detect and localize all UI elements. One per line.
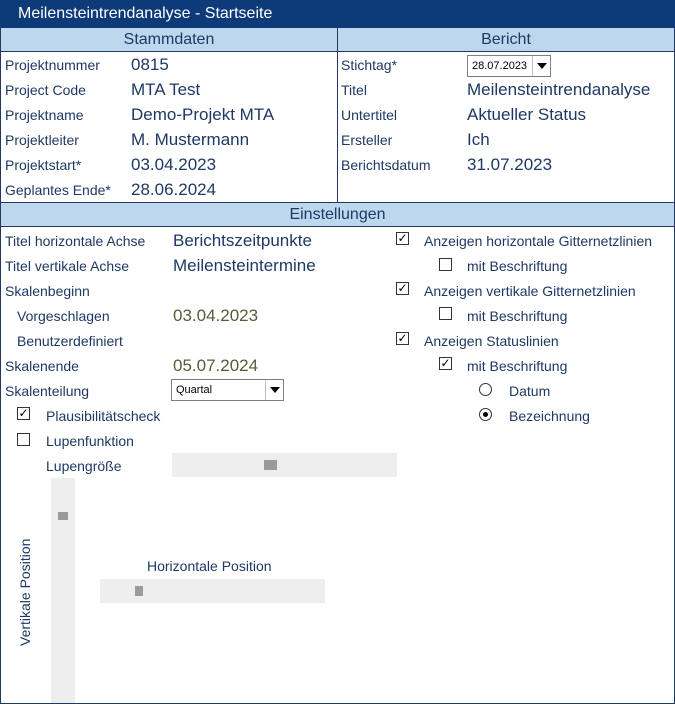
window-title: Meilensteintrendanalyse - Startseite: [0, 0, 675, 28]
projektleiter-value[interactable]: M. Mustermann: [131, 130, 250, 149]
skalenende-label: Skalenende: [5, 358, 79, 374]
horizontale-position-slider[interactable]: [100, 579, 325, 603]
stichtag-dropdown[interactable]: [467, 55, 551, 77]
v-mit-beschriftung-checkbox[interactable]: [439, 307, 452, 320]
h-mit-beschriftung-checkbox[interactable]: [439, 258, 452, 271]
untertitel-value[interactable]: Aktueller Status: [467, 105, 587, 124]
anzeigen-horizontale-label: Anzeigen horizontale Gitternetzlinien: [424, 233, 653, 249]
anzeigen-vertikale-label: Anzeigen vertikale Gitternetzlinien: [424, 283, 636, 299]
chevron-down-icon[interactable]: [532, 56, 550, 76]
anzeigen-horizontale-checkbox[interactable]: ✓: [397, 231, 408, 245]
stammdaten-header: Stammdaten: [1, 28, 337, 52]
skalenteilung-label: Skalenteilung: [5, 383, 90, 399]
projektname-label: Projektname: [5, 107, 84, 123]
status-mit-beschriftung-label: mit Beschriftung: [467, 358, 568, 374]
vertikale-position-slider[interactable]: [51, 478, 75, 703]
vorgeschlagen-label: Vorgeschlagen: [17, 308, 110, 324]
projektname-value[interactable]: Demo-Projekt MTA: [131, 105, 275, 124]
titel-horizontale-achse-value[interactable]: Berichtszeitpunkte: [173, 231, 312, 250]
projektleiter-label: Projektleiter: [5, 132, 79, 148]
stichtag-value: 28.07.2023: [472, 60, 528, 72]
bericht-header: Bericht: [338, 28, 674, 52]
titel-horizontale-achse-label: Titel horizontale Achse: [5, 233, 146, 249]
bezeichnung-label: Bezeichnung: [509, 408, 590, 424]
bezeichnung-radio[interactable]: [479, 408, 492, 421]
anzeigen-vertikale-checkbox[interactable]: ✓: [397, 281, 408, 295]
berichtsdatum-label: Berichtsdatum: [341, 157, 431, 173]
geplantes-ende-value[interactable]: 28.06.2024: [131, 180, 217, 199]
horizontale-position-label: Horizontale Position: [147, 558, 272, 574]
project-code-label: Project Code: [5, 82, 86, 98]
lupenfunktion-label: Lupenfunktion: [46, 433, 134, 449]
ersteller-label: Ersteller: [341, 132, 393, 148]
titel-value[interactable]: Meilensteintrendanalyse: [467, 80, 651, 99]
skalenteilung-value: Quartal: [176, 384, 213, 396]
vertikale-position-slider-thumb[interactable]: [58, 512, 68, 520]
anzeigen-statuslinien-label: Anzeigen Statuslinien: [424, 333, 559, 349]
geplantes-ende-label: Geplantes Ende*: [5, 182, 111, 198]
einstellungen-header: Einstellungen: [1, 203, 674, 227]
vorgeschlagen-value: 03.04.2023: [173, 306, 259, 325]
chevron-down-icon[interactable]: [265, 380, 283, 400]
skalenteilung-dropdown[interactable]: [171, 379, 284, 401]
ersteller-value[interactable]: Ich: [467, 130, 490, 149]
lupengroesse-slider[interactable]: [172, 453, 397, 477]
skalenende-value: 05.07.2024: [173, 356, 259, 375]
status-mit-beschriftung-checkbox[interactable]: ✓: [440, 356, 451, 370]
horizontale-position-slider-thumb[interactable]: [135, 586, 143, 596]
stichtag-label: Stichtag*: [341, 57, 398, 73]
h-mit-beschriftung-label: mit Beschriftung: [467, 258, 568, 274]
projektstart-value[interactable]: 03.04.2023: [131, 155, 217, 174]
lupenfunktion-checkbox[interactable]: [17, 433, 30, 446]
plausibilitaetscheck-label: Plausibilitätscheck: [46, 408, 161, 424]
section-divider: [337, 28, 338, 202]
vertikale-position-label: Vertikale Position: [17, 538, 33, 646]
lupengroesse-slider-thumb[interactable]: [264, 460, 277, 470]
project-code-value[interactable]: MTA Test: [131, 80, 201, 99]
plausibilitaetscheck-checkbox[interactable]: ✓: [18, 406, 29, 420]
untertitel-label: Untertitel: [341, 107, 398, 123]
projektnummer-label: Projektnummer: [5, 57, 100, 73]
benutzerdefiniert-label: Benutzerdefiniert: [17, 333, 123, 349]
datum-label: Datum: [509, 383, 551, 399]
projektstart-label: Projektstart*: [5, 157, 82, 173]
berichtsdatum-value[interactable]: 31.07.2023: [467, 155, 553, 174]
lupengroesse-label: Lupengröße: [46, 458, 122, 474]
skalenbeginn-label: Skalenbeginn: [5, 283, 90, 299]
titel-label: Titel: [341, 82, 367, 98]
projektnummer-value[interactable]: 0815: [131, 55, 169, 74]
v-mit-beschriftung-label: mit Beschriftung: [467, 308, 568, 324]
anzeigen-statuslinien-checkbox[interactable]: ✓: [397, 331, 408, 345]
titel-vertikale-achse-label: Titel vertikale Achse: [5, 258, 129, 274]
datum-radio[interactable]: [479, 383, 492, 396]
titel-vertikale-achse-value[interactable]: Meilensteintermine: [173, 256, 316, 275]
